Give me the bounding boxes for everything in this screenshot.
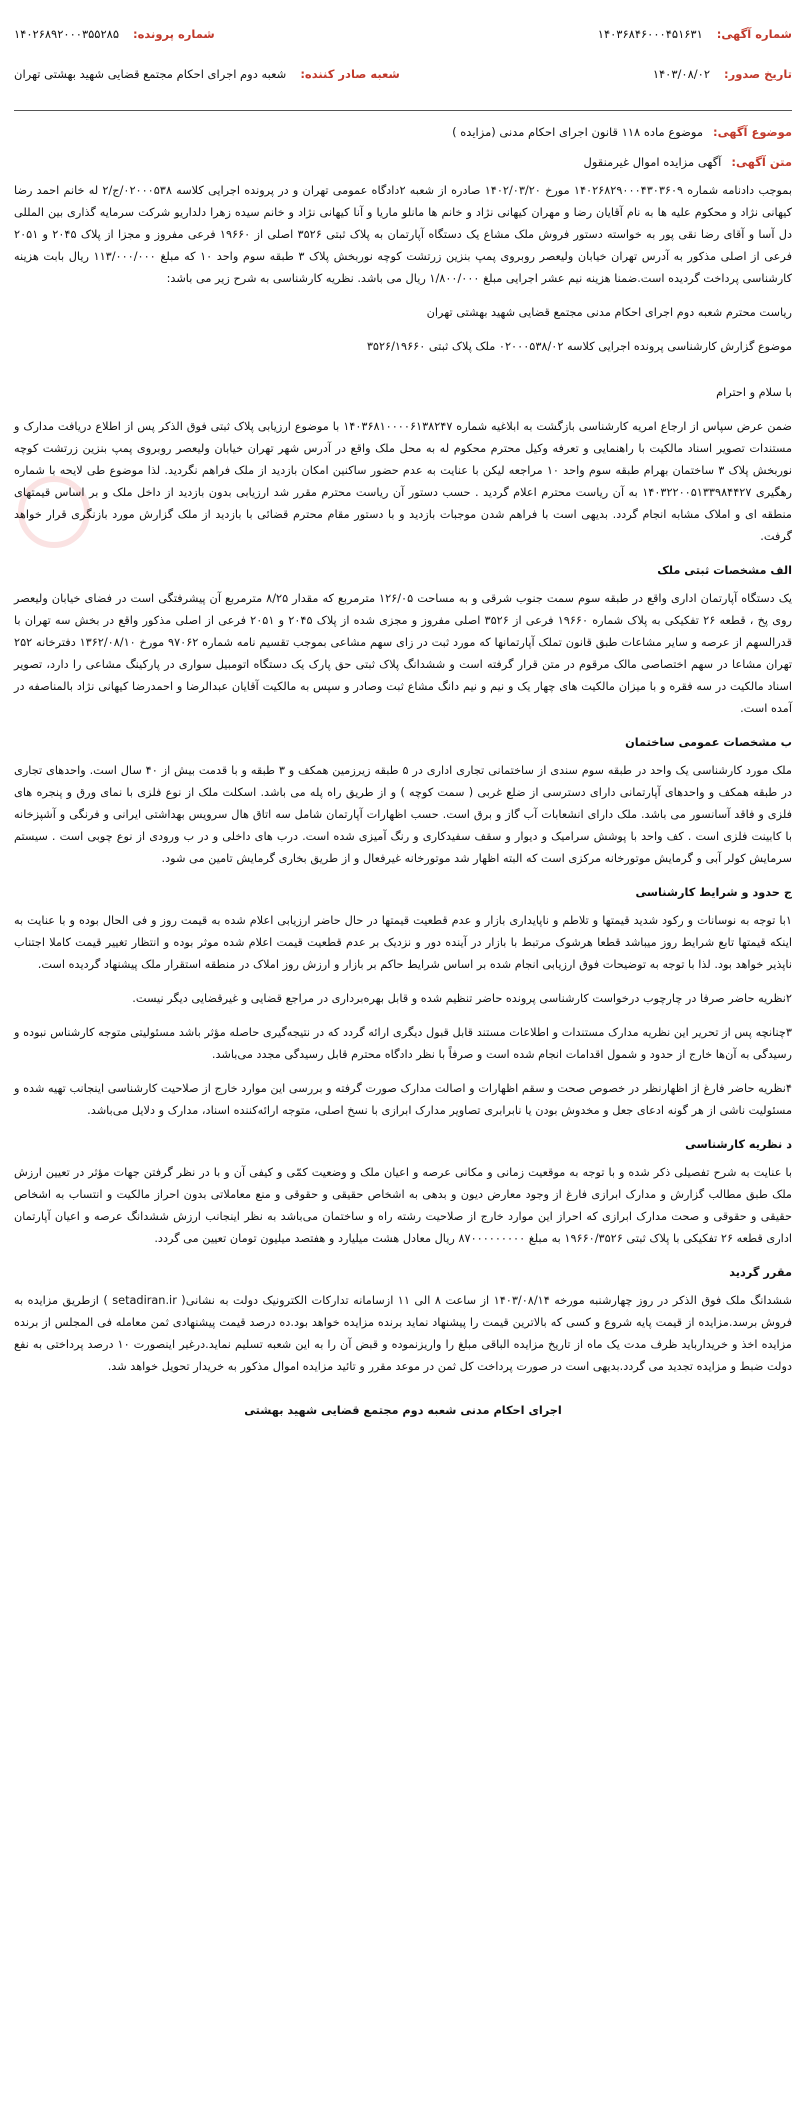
paragraph-addressee: ریاست محترم شعبه دوم اجرای احکام مدنی مجتمع قضایی شهید بهشتی تهران [426,306,792,319]
issue-date [653,66,792,82]
text-title: آگهی مزایده اموال غیرمنقول [583,155,722,169]
paragraph-opinion: با عنایت به شرح تفصیلی ذکر شده و با توجه به موقعیت زمانی و مکانی عرصه و اعیان ملک و وضعیت کمّی و کیفی آن و با در نظر گرفتن جهات مؤثر در تعیین ارزش ملک طبق مطالب گزارش و مدارک ابرازی فارغ از وجود معارض دیون و بدهی به اشخاص حقیقی و حقوقی و منع معاملاتی بدون احراز مالکیت و انتساب به اشخاص حقیقی و حقوقی و صحت مدارک ابرازی که احراز این موارد خارج از صلاحیت رشته راه و ساختمان می‌باشد به نظر اینجانب ارزش ششدانگ عرصه و اعیان آپارتمان اداری قطعه ۲۶ تفکیکی با پلاک ثبتی ۱۹۶۶۰/۳۵۲۶ به مبلغ ۸۷۰۰۰۰۰۰۰۰۰ ریال معادل هشت میلیارد و هفتصد میلیون تومان تعیین می گردد. [14,1166,792,1245]
heading-building: ب مشخصات عمومی ساختمان [625,736,792,749]
paragraph-report-subject: موضوع گزارش کارشناسی پرونده اجرایی کلاسه ۰۲۰۰۰۵۳۸/۰۲ ملک پلاک ثبتی ۳۵۲۶/۱۹۶۶۰ [366,340,792,353]
case-number-value: ۱۴۰۲۶۸۹۲۰۰۰۳۵۵۲۸۵ [14,27,120,41]
branch-label: شعبه صادر کننده: [300,67,400,81]
ad-number-label: شماره آگهی: [716,27,792,41]
heading-registration: الف مشخصات ثبتی ملک [657,564,792,577]
ad-meta [14,125,792,185]
paragraph-condition-1: ۱با توجه به نوسانات و رکود شدید قیمتها و تلاطم و ناپایداری بازار و عدم قطعیت قیمتها در حال حاضر ارزیابی اعلام شده به قیمت روز و فی الحال بوده و با عنایت به اینکه قیمتها تابع شرایط روز میباشد قطعا هرشوک مرتبط با بازار در آینده دور و نزدیک بر عدم قطعیت قیمت اعلام شده موثر بوده و انتظار تغییر قیمت کاملا اجتناب ناپذیر خواهد بود. لذا با توجه به توضیحات فوق ارزیابی انجام شده بر اساس شرایط حاکم بر بازار و ارزش روز املاک در منطقه استقرار ملک پیشنهاد گردیده است. [14,914,792,971]
signature: اجرای احکام مدنی شعبه دوم مجتمع قضایی شهید بهشتی [244,1404,562,1417]
case-number [14,26,215,42]
paragraph-condition-3: ۳چنانچه پس از تحریر این نظریه مدارک مستندات و اطلاعات مستند قابل قبول دیگری ارائه گردد که در نتیجه‌گیری حاصله مؤثر باشد مسئولیتی متوجه کارشناس نبوده و رسیدگی به آن‌ها خارج از حدود و شمول اقدامات انجام شده است و صرفاً با نظر دادگاه محترم قابل رسیدگی مجدد می‌باشد. [14,1026,792,1061]
ad-number-value: ۱۴۰۳۶۸۴۶۰۰۰۴۵۱۶۳۱ [597,27,703,41]
issue-date-label: تاریخ صدور: [724,67,792,81]
paragraph-auction-terms: ششدانگ ملک فوق الذکر در روز چهارشنبه مورخه ۱۴۰۳/۰۸/۱۴ از ساعت ۸ الی ۱۱ ازسامانه تدارکات الکترونیک دولت به نشانی( setadiran.ir ) ازطریق مزایده به فروش برسد.مزایده از قیمت پایه شروع و کسی که بالاترین قیمت را پیشنهاد نماید برنده مزایده خواهد بود.ده درصد قیمت پیشنهادی ثمن معامله فی المجلس از برنده مزایده اخذ و خریدارباید ظرف مدت یک ماه از تاریخ مزایده الباقی مبلغ را واریزنموده و قبض آن را به این شعبه تسلیم نماید.درغیر اینصورت ۱۰ درصد پرداختی به نفع دولت ضبط و مزایده تجدید می گردد.بدیهی است در صورت پرداخت کل ثمن در موعد مقرر و تائید مزایده اموال مذکور به خریدار تحویل خواهد شد. [14,1294,792,1373]
issue-date-value: ۱۴۰۳/۰۸/۰۲ [652,67,710,81]
header-row-2 [14,66,792,82]
ad-number [598,26,792,42]
paragraph-condition-4: ۴نظریه حاضر فارغ از اظهارنظر در خصوص صحت و سقم اظهارات و اصالت مدارک صورت گرفته و بررسی این موارد خارج از صلاحیت کارشناسی اینجانب تهیه شده و مسئولیت ناشی از هر گونه ادعای جعل و مخدوش بودن یا نابرابری تصاویر مدارک ابرازی با نسخ اصلی، متوجه ارائه‌کننده اسناد، مدارک و دلایل می‌باشد. [14,1082,792,1117]
issuing-branch [14,66,400,82]
paragraph-greeting: با سلام و احترام [716,386,792,399]
header [14,26,792,106]
heading-decided: مقرر گردید [729,1266,792,1279]
header-divider [14,110,792,111]
paragraph-referral: ضمن عرض سپاس از ارجاع امریه کارشناسی بازگشت به ابلاغیه شماره ۱۴۰۳۶۸۱۰۰۰۰۶۱۳۸۲۴۷ با موضوع ارزیابی پلاک ثبتی فوق الذکر پس از اطلاع دریافت مدارک و مستندات تصویر اسناد مالکیت با راهنمایی و تعرفه وکیل محترم محکوم له به محل ملک واقع در آدرس شهر تهران خیابان ولیعصر روبروی پمپ بنزین زرتشت کوچه نوربخش پلاک ۳ ساختمان بهرام طبقه سوم واحد ۱۰ مراجعه لیکن با عنایت به عدم حضور ساکنین امکان بازدید از ملک فراهم نگردید. لذا موضوع طی لایحه با شماره رهگیری ۱۴۰۳۲۲۰۰۵۱۳۳۹۸۴۴۲۷ به آن ریاست محترم اعلام گردید . حسب دستور آن ریاست محترم مقرر شد ارزیابی بدون بازدید از داخل ملک و بر اساس قیمتهای منطقه ای و املاک مشابه انجام گردد. بدیهی است با فراهم شدن موجبات بازدید و با دستور مقام محترم قضائی با بازدید از ملک گزارش مورد بازنگری قرار خواهد گرفت. [14,420,792,543]
subject-label: موضوع آگهی: [713,125,792,139]
header-row-1 [14,26,792,42]
text-label-row [14,155,792,169]
heading-conditions: ج حدود و شرایط کارشناسی [635,886,792,899]
subject-value: موضوع ماده ۱۱۸ قانون اجرای احکام مدنی (مزایده ) [452,125,704,139]
paragraph-intro: بموجب دادنامه شماره ۱۴۰۲۶۸۲۹۰۰۰۴۳۰۳۶۰۹ مورخ ۱۴۰۲/۰۳/۲۰ صادره از شعبه ۲دادگاه عمومی تهران و در پرونده اجرایی کلاسه ۰۲۰۰۰۵۳۸/ج/۲ له خانم احمد رضا کیهانی نژاد و محکوم علیه ها به نام آقایان رضا و مهران کیهانی نژاد و خانم ها مانلو ماریا و آنا کیهانی نژاد و خانم سیده زهرا دلداریو شرکت سرمایه گذاری بین المللی دل آسا و آقای رضا نقی پور به خواسته دستور فروش ملک مشاع یک دستگاه آپارتمان به پلاک ثبتی ۳۵۲۶ اصلی از ۱۹۶۶۰ فرعی مفروز و مجزا از پلاک ۲۰۴۵ و ۲۰۵۱ فرعی از اصلی مذکور به آدرس تهران خیابان ولیعصر روبروی پمپ بنزین زرتشت کوچه نوربخش پلاک ۳ طبقه سوم واحد ۱۰ که مبلغ ۱۱۳/۰۰۰/۰۰۰ ریال بابت هزینه کارشناسی پرداخت گردیده است.ضمنا هزینه نیم عشر اجرایی مبلغ ۱/۸۰۰/۰۰۰ ریال می باشد. نظریه کارشناسی به شرح زیر می باشد: [14,184,792,285]
paragraph-building: ملک مورد کارشناسی یک واحد در طبقه سوم سندی از ساختمانی تجاری اداری در ۵ طبقه زیرزمین همکف و ۳ طبقه و با قدمت بیش از ۴۰ سال است. واحدهای تجاری در طبقه همکف و واحدهای آپارتمانی دارای دسترسی از ضلع غربی ( سمت کوچه ) و از طریق راه پله می باشد. اسکلت ملک از نوع فلزی با نمای ورق و پنجره های فلزی و فاقد آسانسور می باشد. ملک دارای انشعابات آب گاز و برق است. حسب اظهارات آپارتمان شامل سه اتاق هال سرویس بهداشتی ایرانی و فرنگی و آشپزخانه با کابینت فلزی است . کف واحد با پوشش سرامیک و دیوار و سقف سفیدکاری و رنگ آمیزی شده است. درب های داخلی و در ب ورودی از نوع چوبی است . سیستم سرمایش کولر آبی و گرمایش موتورخانه مرکزی است که البته اظهار شد موتورخانه غیرفعال و از طریق بخاری گرمایش تامین می شود. [14,764,792,865]
case-number-label: شماره پرونده: [133,27,215,41]
text-label: متن آگهی: [731,155,792,169]
heading-opinion: د نظریه کارشناسی [685,1138,792,1151]
ad-body [14,180,792,1422]
paragraph-condition-2: ۲نظریه حاضر صرفا در چارچوب درخواست کارشناسی پرونده حاضر تنظیم شده و قابل بهره‌برداری در مراجع قضایی و غیرقضایی دیگر نیست. [132,992,792,1005]
subject-row [14,125,792,139]
branch-value: شعبه دوم اجرای احکام مجتمع قضایی شهید بهشتی تهران [14,67,287,81]
paragraph-registration: یک دستگاه آپارتمان اداری واقع در طبقه سوم سمت جنوب شرقی و به مساحت ۱۲۶/۰۵ مترمربع که مقدار ۸/۲۵ مترمربع آن پیشرفتگی است در فضای خیابان ولیعصر روی پخ ، قطعه ۲۶ تفکیکی به پلاک شماره ۱۹۶۶۰ فرعی از ۳۵۲۶ اصلی مفروز و مجزی شده از پلاک ۲۰۴۵ و ۲۰۵۱ فرعی از اصلی مذکور واقع در بخش سه تهران با قدرالسهم از عرصه و سایر مشاعات طبق قانون تملک آپارتمانها که مورد ثبت در زای سهم مشاعی بموجب تقسیم نامه شماره ۹۷۰۶۲ مورخ ۱۳۶۲/۰۸/۱۰ دفترخانه ۲۵۲ تهران مشاعا در سهم اختصاصی مالک مرقوم در متن قرار گرفته است و ششدانگ پلاک ثبتی حق پارک یک دستگاه اتومبیل سواری در پارکینگ مشاعی را دارد، تصویر اسناد مالکیت در سه فقره و با میزان مالکیت های چهار یک و نیم و نیم دانگ مشاع ثبت وصادر و سپس به مالکیت آقایان عبدالرضا و احمدرضا کیهانی نژاد بالمناصفه در آمده است. [14,592,793,715]
